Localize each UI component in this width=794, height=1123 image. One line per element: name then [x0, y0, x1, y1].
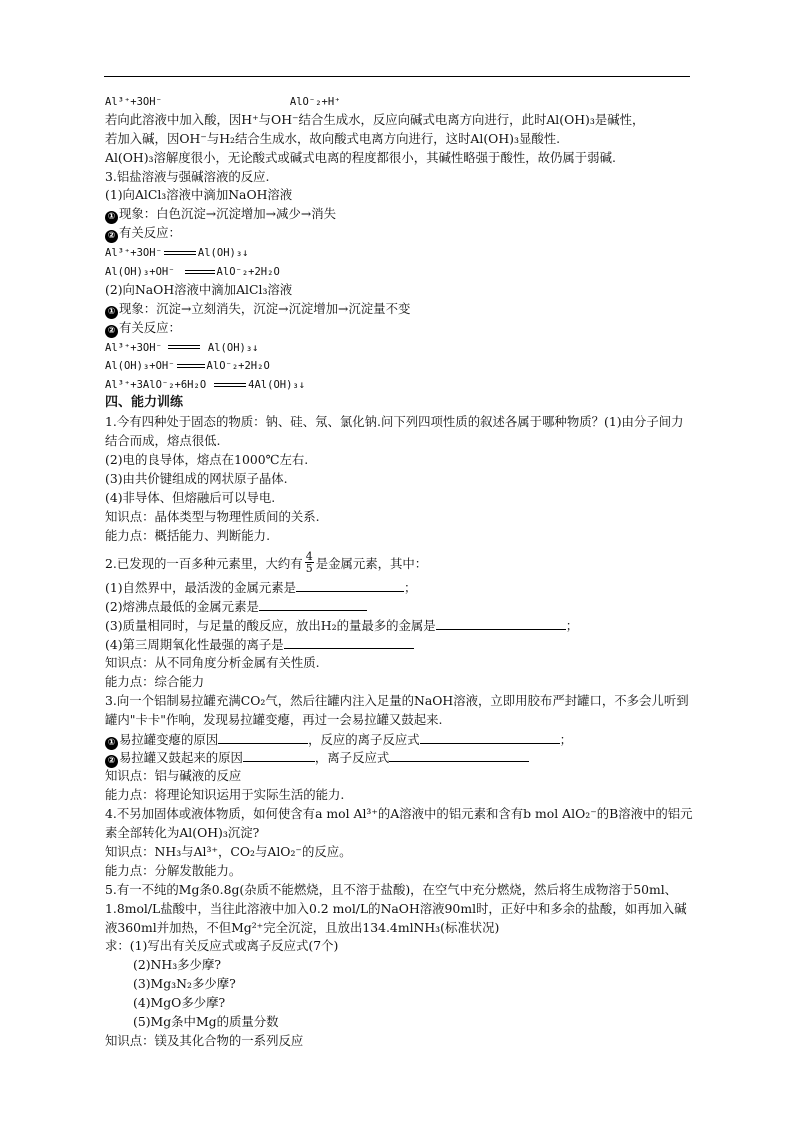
equation-line — [105, 356, 693, 375]
text-line: Al(OH)₃溶解度很小，无论酸式或碱式电离的程度都很小，其碱性略强于酸性，故仍属于弱碱. — [105, 149, 616, 165]
fill-blank-line — [105, 597, 693, 616]
circled-two-icon: ② — [105, 230, 118, 243]
question-5: 5.有一不纯的Mg条0.8g(杂质不能燃烧，且不溶于盐酸)，在空气中充分燃烧，然后将生成物溶于50ml、1.8mol/L盐酸中，当往此溶液中加入0.2 mol/L的NaOH溶液90ml时，正好中和多余的盐酸，如再加入碱液360ml并加热，不但Mg²⁺完全沉淀，且放出134.4mlNH₃(标准状况) — [105, 881, 687, 935]
text-line — [105, 319, 693, 338]
circled-one-icon: ① — [105, 737, 118, 750]
equation-left: Al³⁺+3AlO⁻₂+6H₂O — [105, 379, 207, 392]
equation-ionization — [105, 92, 693, 111]
knowledge-point: 知识点：铝与碱液的反应 — [105, 768, 242, 784]
prompt-text: (4)第三周期氧化性最强的离子是 — [105, 637, 284, 653]
ability-point: 能力点：分解发散能力。 — [105, 862, 242, 878]
answer-blank[interactable] — [284, 635, 414, 649]
equation-left: Al³⁺+3OH⁻ — [105, 341, 162, 354]
fill-blank-line — [105, 578, 693, 597]
equation-right: Al(OH)₃↓ — [197, 247, 249, 260]
answer-blank[interactable] — [218, 730, 308, 744]
equation-right: AlO⁻₂+2H₂O — [206, 360, 270, 373]
sub-question: (5)Mg条中Mg的质量分数 — [133, 1014, 279, 1029]
answer-blank[interactable] — [259, 597, 367, 611]
ability-point: 能力点：概括能力、判断能力. — [105, 527, 271, 543]
equation-line — [105, 338, 693, 357]
sub-question: (2)NH₃多少摩? — [133, 957, 221, 973]
prompt-text: (2)熔沸点最低的金属元素是 — [105, 599, 259, 615]
equation-line — [105, 243, 693, 262]
equation-right: AlO⁻₂+2H₂O — [216, 266, 280, 279]
ability-point: 能力点：综合能力 — [105, 673, 205, 689]
text-line — [105, 300, 693, 319]
equation-line — [105, 262, 693, 281]
punctuation: ； — [404, 580, 417, 596]
observation-text: 现象：白色沉淀→沉淀增加→减少→消失 — [119, 206, 337, 222]
answer-blank[interactable] — [296, 578, 404, 592]
question-text: 2.已发现的一百多种元素里，大约有 — [105, 556, 303, 572]
question-1: 1.今有四种处于固态的物质：钠、硅、氖、氯化钠.问下列四项性质的叙述各属于哪种物质？(1)由分子间力结合而成，熔点很低. — [105, 414, 684, 449]
answer-blank[interactable] — [243, 748, 315, 762]
subsection-title: 3.铝盐溶液与强碱溶液的反应. — [105, 168, 270, 184]
knowledge-point: 知识点：NH₃与Al³⁺，CO₂与AlO₂⁻的反应。 — [105, 843, 352, 859]
header-rule — [104, 76, 690, 77]
fraction-denominator: 5 — [305, 562, 313, 576]
reaction-label: 有关反应： — [119, 319, 181, 335]
reaction-label: 有关反应： — [119, 225, 181, 241]
knowledge-point: 知识点：晶体类型与物理性质间的关系. — [105, 508, 320, 524]
circled-two-icon: ② — [105, 755, 118, 768]
circled-one-icon: ① — [105, 306, 118, 319]
question-3: 3.向一个铝制易拉罐充满CO₂气，然后往罐内注入足量的NaOH溶液，立即用胶布严封罐口，不多会儿听到罐内"卡卡"作响，发现易拉罐变瘪，再过一会易拉罐又鼓起来. — [105, 692, 689, 727]
observation-text: 现象：沉淀→立刻消失，沉淀→沉淀增加→沉淀量不变 — [119, 300, 411, 316]
text-line: 若向此溶液中加入酸，因H⁺与OH⁻结合生成水，反应向碱式电离方向进行，此时Al(OH)₃是碱性， — [105, 111, 645, 127]
equation-right: Al(OH)₃↓ — [207, 341, 259, 354]
text-line — [105, 205, 693, 224]
equals-sign-icon — [164, 251, 196, 255]
punctuation: ； — [565, 618, 579, 634]
text-line: (2)向NaOH溶液中滴加AlCl₃溶液 — [105, 281, 293, 297]
question-2 — [105, 549, 693, 578]
fill-blank-line — [105, 748, 693, 767]
question-text: 是金属元素，其中： — [315, 556, 428, 572]
sub-question: (4)MgO多少摩? — [133, 995, 226, 1011]
circled-two-icon: ② — [105, 325, 118, 338]
fill-blank-line — [105, 730, 693, 749]
prompt-text: ，离子反应式 — [314, 750, 390, 766]
punctuation: ； — [559, 731, 573, 747]
prompt-text: 易拉罐变瘪的原因 — [119, 731, 219, 747]
question-4: 4.不另加固体或液体物质，如何使含有a mol Al³⁺的A溶液中的铝元素和含有b mol AlO₂⁻的B溶液中的铝元素全部转化为Al(OH)₃沉淀? — [105, 806, 693, 841]
document-body — [105, 92, 693, 1051]
ability-point: 能力点：将理论知识运用于实际生活的能力. — [105, 787, 345, 803]
prompt-text: (3)质量相同时，与足量的酸反应，放出H₂的量最多的金属是 — [105, 618, 436, 634]
answer-blank[interactable] — [436, 616, 566, 630]
knowledge-point: 知识点：从不同角度分析金属有关性质. — [105, 654, 320, 670]
equals-sign-icon — [214, 383, 246, 387]
equation-left: Al(OH)₃+OH⁻ — [105, 360, 175, 373]
equals-sign-icon — [185, 270, 215, 274]
text-line: (4)非导体、但熔融后可以导电. — [105, 489, 276, 505]
equation-left: Al³⁺+3OH⁻ — [105, 96, 162, 108]
text-line: 若加入碱，因OH⁻与H₂结合生成水，故向酸式电离方向进行，这时Al(OH)₃显酸性. — [105, 130, 561, 146]
sub-question: 求：(1)写出有关反应式或离子反应式(7个) — [105, 938, 339, 954]
sub-question: (3)Mg₃N₂多少摩? — [133, 976, 236, 992]
prompt-text: (1)自然界中，最活泼的金属元素是 — [105, 580, 297, 596]
fill-blank-line — [105, 635, 693, 654]
text-line — [105, 224, 693, 243]
circled-one-icon: ① — [105, 211, 118, 224]
answer-blank[interactable] — [420, 730, 560, 744]
equation-left: Al(OH)₃+OH⁻ — [105, 266, 175, 279]
equals-sign-icon — [177, 364, 205, 368]
equation-right: AlO⁻₂+H⁺ — [289, 96, 341, 108]
equation-left: Al³⁺+3OH⁻ — [105, 247, 162, 260]
knowledge-point: 知识点：镁及其化合物的一系列反应 — [105, 1032, 304, 1048]
equation-right: 4Al(OH)₃↓ — [248, 379, 306, 392]
text-line: (2)电的良导体，熔点在1000℃左右. — [105, 451, 309, 467]
equation-line — [105, 375, 693, 394]
answer-blank[interactable] — [389, 748, 529, 762]
prompt-text: 易拉罐又鼓起来的原因 — [119, 750, 243, 766]
section-heading: 四、能力训练 — [105, 395, 184, 411]
fill-blank-line — [105, 616, 693, 635]
text-line: (3)由共价键组成的网状原子晶体. — [105, 470, 288, 486]
fraction-numerator: 4 — [305, 550, 313, 564]
equals-sign-icon — [168, 345, 200, 349]
fraction — [305, 551, 314, 574]
text-line: (1)向AlCl₃溶液中滴加NaOH溶液 — [105, 187, 293, 203]
prompt-text: ，反应的离子反应式 — [308, 731, 420, 747]
